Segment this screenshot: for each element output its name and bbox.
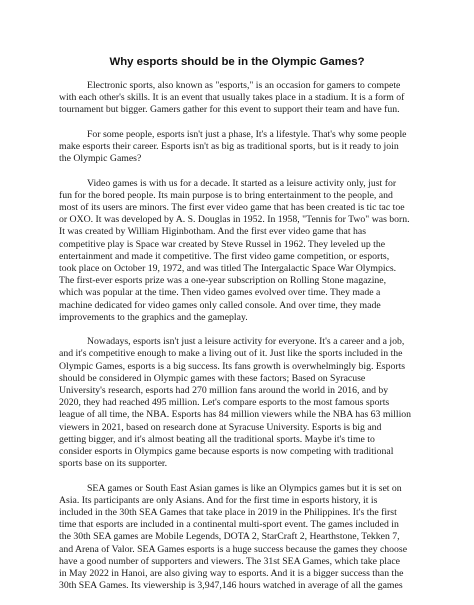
paragraph-line: league of all time, the NBA. Esports has 84 million viewers while the NBA has 63 million <box>59 409 412 421</box>
paragraph-line: For some people, esports isn't just a phase, It's a lifestyle. That's why some people <box>87 128 407 140</box>
paragraph-line: included in the 30th SEA Games that take place in 2019 in the Philippines. It's the first <box>59 507 397 519</box>
paragraph-line: SEA games or South East Asian games is like an Olympics games but it is set on <box>87 482 402 494</box>
paragraph-line: have a good number of supporters and viewers. The 31st SEA Games, which take place <box>59 555 400 567</box>
paragraph-line: should be considered in Olympic games with these factors; Based on Syracuse <box>59 372 366 384</box>
paragraph-5 <box>59 483 420 593</box>
paragraph-line: took place on October 19, 1972, and was titled The Intergalactic Space War Olympics. <box>59 263 397 275</box>
paragraph-line: consider esports in Olympics game because esports is now competing with traditional <box>59 446 394 458</box>
document-body <box>59 80 420 605</box>
paragraph-line: entertainment and made it competitive. The first video game competition, or esports, <box>59 250 390 262</box>
paragraph-line: Olympic Games, esports is a big success. Its fans growth is overwhelmingly big. Esports <box>59 360 406 372</box>
paragraph-line: the 30th SEA games are Mobile Legends, DOTA 2, StarCraft 2, Hearthstone, Tekken 7, <box>59 531 400 543</box>
paragraph-2 <box>59 129 420 166</box>
paragraph-line: The first-ever esports prize was a one-year subscription on Rolling Stone magazine, <box>59 275 387 287</box>
paragraph-line: time that esports are included in a continental multi-sport event. The games included in <box>59 519 399 531</box>
paragraph-line: machine dedicated for video games only called console. And over time, they made <box>59 299 381 311</box>
paragraph-line: University's research, esports had 270 million fans around the world in 2016, and by <box>59 385 389 397</box>
paragraph-4 <box>59 336 420 470</box>
paragraph-line: improvements to the graphics and the gameplay. <box>59 311 248 323</box>
paragraph-line: make esports their career. Esports isn't as big as traditional sports, but is it ready to join <box>59 141 399 152</box>
paragraph-line: the Olympic Games? <box>59 153 142 165</box>
paragraph-line: 2020, they had reached 495 million. Let's compare esports to the most famous sports <box>59 397 390 409</box>
paragraph-line: Asia. Its participants are only Asians. And for the first time in esports history, it is <box>59 494 378 506</box>
paragraph-line: Video games is with us for a decade. It started as a leisure activity only, just for <box>87 177 397 189</box>
paragraph-line: tournament but bigger. Gamers gather for this event to support their team and have fun. <box>59 104 400 116</box>
paragraph-line: or OXO. It was developed by A. S. Douglas in 1952. In 1958, "Tennis for Two" was born. <box>59 214 410 226</box>
paragraph-line: 30th SEA Games. Its viewership is 3,947,146 hours watched in average of all the games <box>59 580 403 592</box>
paragraph-line: most of its users are minors. The first ever video game that has been created is tic tac toe <box>59 202 405 213</box>
paragraph-line: and it's competitive enough to make a living out of it. Just like the sports included in the <box>59 348 403 360</box>
paragraph-line: It was created by William Higinbotham. And the first ever video game that has <box>59 226 367 238</box>
paragraph-3 <box>59 178 420 324</box>
paragraph-line: fun for the bored people. Its main purpose is to bring entertainment to the people, and <box>59 189 393 201</box>
paragraph-line: in May 2022 in Hanoi, are also giving way to esports. And it is a bigger success than the <box>59 568 404 580</box>
document-title: Why esports should be in the Olympic Games? <box>109 56 365 68</box>
paragraph-line: viewers in 2021, based on research done at Syracuse University. Esports is big and <box>59 421 382 433</box>
paragraph-line: competitive play is Space war created by Steve Russel in 1962. They leveled up the <box>59 238 386 250</box>
paragraph-line: Electronic sports, also known as "esports," is an occasion for gamers to compete <box>87 80 401 91</box>
paragraph-line: getting bigger, and it's almost beating all the traditional sports. Maybe it's time to <box>59 433 375 445</box>
paragraph-line: Nowadays, esports isn't just a leisure activity for everyone. It's a career and a job, <box>87 336 405 348</box>
paragraph-1 <box>59 80 420 117</box>
paragraph-line: which was popular at the time. Then video games evolved over time. They made a <box>59 287 381 299</box>
paragraph-line: sports base on its supporter. <box>59 458 168 470</box>
paragraph-line: with each other's skills. It is an event that usually takes place in a stadium. It is a form of <box>59 92 405 104</box>
paragraph-line: and Arena of Valor. SEA Games esports is a huge success because the games they choose <box>59 543 408 555</box>
